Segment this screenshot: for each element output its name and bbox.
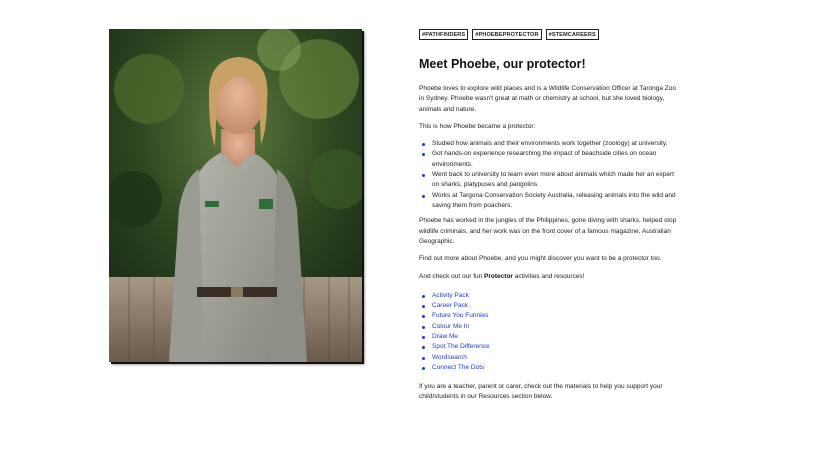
list-item	[432, 353, 679, 363]
how-intro: This is how Phoebe became a protector:	[419, 122, 536, 130]
list-item: Got hands-on experience researching the impact of beachside cities on ocean environments.	[432, 149, 679, 170]
list-item	[432, 311, 679, 321]
spot-the-difference-link[interactable]: Spot The Difference	[432, 343, 490, 351]
connect-the-dots-link[interactable]: Connect The Dots	[432, 363, 485, 371]
list-item	[432, 322, 679, 332]
list-item	[432, 342, 679, 352]
profile-content	[419, 29, 679, 403]
tag-pathfinders[interactable]: #PATHFINDERS	[419, 29, 468, 40]
phoebe-photo-illustration	[109, 29, 362, 362]
wordsearch-link[interactable]: Wordsearch	[432, 353, 467, 361]
tag-phoebeprotector[interactable]: #PHOEBEPROTECTOR	[472, 29, 541, 40]
career-steps-list	[419, 139, 679, 211]
intro-paragraph: Phoebe loves to explore wild places and is a Wildlife Conservation Officer at Taronga Zoo in Sydney. Phoebe wasn't great at math or chemistry at school, but she loved biology, animals and nature.	[419, 85, 677, 113]
check-out-bold: Protector	[484, 273, 513, 281]
achievements-paragraph: Phoebe has worked in the jungles of the Philippines, gone diving with sharks, helped stop wildlife criminals, and her work was on the front cover of a famous magazine, Australian Geographic.	[419, 217, 677, 245]
find-out-paragraph: Find out more about Phoebe, and you might discover you want to be a protector too.	[419, 255, 662, 263]
future-you-funnies-link[interactable]: Future You Funnies	[432, 312, 489, 320]
tag-list	[419, 29, 679, 40]
career-pack-link[interactable]: Career Pack	[432, 302, 469, 310]
check-out-prefix: And check out our fun	[419, 273, 485, 281]
list-item	[432, 301, 679, 311]
check-out-suffix: activities and resources!	[512, 273, 585, 281]
list-item: Works at Targona Conservation Society Australia, releasing animals into the wild and saving them from poachers.	[432, 191, 679, 212]
page-title: Meet Phoebe, our protector!	[419, 57, 586, 71]
resources-list	[419, 291, 679, 373]
list-item	[432, 291, 679, 301]
phoebe-photo	[109, 29, 362, 362]
draw-me-link[interactable]: Draw Me	[432, 332, 459, 340]
colour-me-in-link[interactable]: Colour Me In	[432, 322, 470, 330]
tag-stemcareers[interactable]: #STEMCAREERS	[546, 29, 599, 40]
activity-pack-link[interactable]: Activity Pack	[432, 291, 469, 299]
check-out-paragraph	[419, 272, 679, 282]
list-item: Went back to university to learn even more about animals which made her an expert on sharks, platypuses and pangolins.	[432, 170, 679, 191]
list-item: Studied how animals and their environments work together (zoology) at university.	[432, 139, 679, 149]
list-item	[432, 363, 679, 373]
list-item	[432, 332, 679, 342]
teacher-note: If you are a teacher, parent or carer, check out the materials to help you support your child/students in our Resources section below.	[419, 383, 663, 401]
